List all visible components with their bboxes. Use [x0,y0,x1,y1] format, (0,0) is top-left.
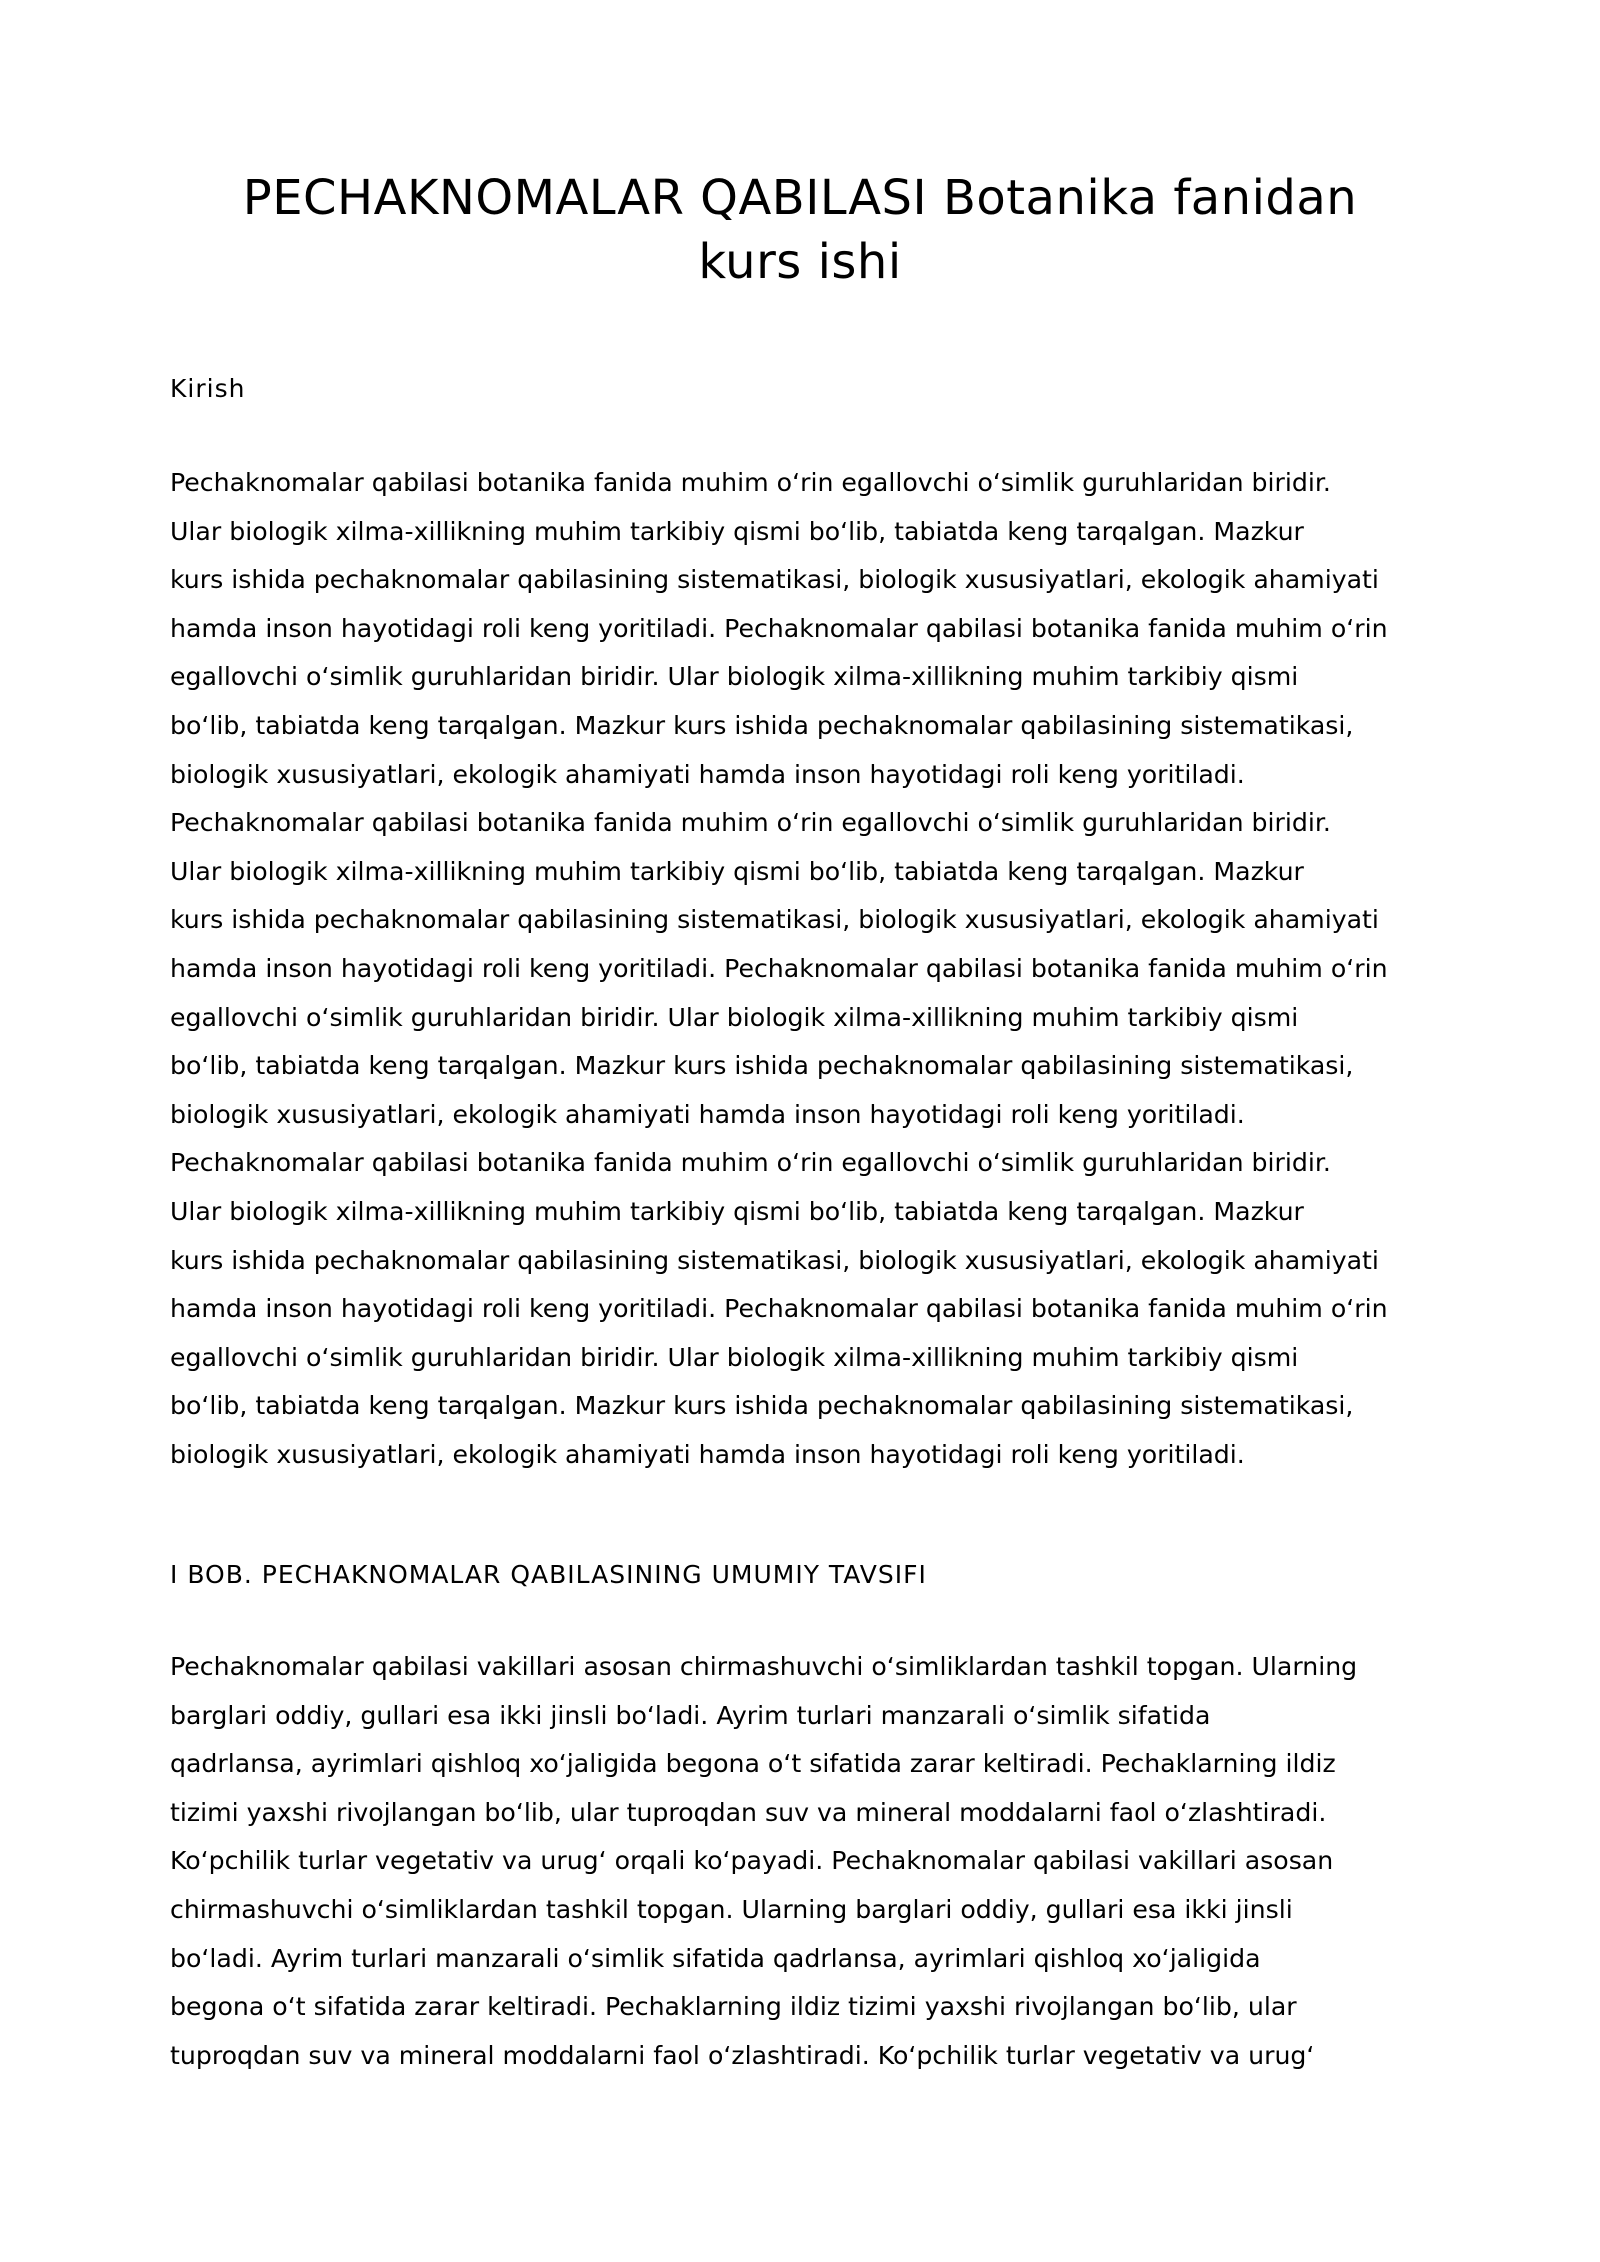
text-line: biologik xususiyatlari, ekologik ahamiyati hamda inson hayotidagi roli keng yoritiladi. [170,1439,1245,1469]
text-line: tuproqdan suv va mineral moddalarni faol o‘zlashtiradi. Ko‘pchilik turlar vegetativ va urug‘ [170,2040,1315,2070]
text-line: chirmashuvchi o‘simliklardan tashkil topgan. Ularning barglari oddiy, gullari esa ikki jinsli [170,1894,1293,1924]
title-line-1: PECHAKNOMALAR QABILASI Botanika fanidan [242,170,1358,226]
title-line-2: kurs ishi [698,234,902,290]
text-line: qadrlansa, ayrimlari qishloq xo‘jaligida begona o‘t sifatida zarar keltiradi. Pechaklarning ildiz [170,1749,1336,1779]
text-line: egallovchi o‘simlik guruhlaridan biridir. Ular biologik xilma-xillikning muhim tarkibiy qismi [170,1002,1299,1032]
text-line: kurs ishida pechaknomalar qabilasining sistematikasi, biologik xususiyatlari, ekologik ahamiyati [170,905,1379,935]
text-line: bo‘lib, tabiatda keng tarqalgan. Mazkur kurs ishida pechaknomalar qabilasining sistematikasi, [170,1391,1354,1421]
text-line: kurs ishida pechaknomalar qabilasining sistematikasi, biologik xususiyatlari, ekologik ahamiyati [170,1245,1379,1275]
text-line: biologik xususiyatlari, ekologik ahamiyati hamda inson hayotidagi roli keng yoritiladi. [170,759,1245,789]
text-line: egallovchi o‘simlik guruhlaridan biridir. Ular biologik xilma-xillikning muhim tarkibiy qismi [170,662,1299,692]
text-line: Pechaknomalar qabilasi vakillari asosan chirmashuvchi o‘simliklardan tashkil topgan. Ularning [170,1652,1358,1681]
text-line: Ular biologik xilma-xillikning muhim tarkibiy qismi bo‘lib, tabiatda keng tarqalgan. Mazkur [170,1196,1304,1226]
section-heading-chapter-1: I BOB. PECHAKNOMALAR QABILASINING UMUMIY TAVSIFI [170,1560,927,1589]
text-line: Ular biologik xilma-xillikning muhim tarkibiy qismi bo‘lib, tabiatda keng tarqalgan. Mazkur [170,516,1304,546]
section-heading-intro: Kirish [170,374,246,403]
text-line: hamda inson hayotidagi roli keng yoritiladi. Pechaknomalar qabilasi botanika fanida muhim o‘rin [170,613,1388,643]
text-line: hamda inson hayotidagi roli keng yoritiladi. Pechaknomalar qabilasi botanika fanida muhim o‘rin [170,953,1388,983]
text-line: bo‘lib, tabiatda keng tarqalgan. Mazkur kurs ishida pechaknomalar qabilasining sistematikasi, [170,1051,1354,1081]
document-title [170,166,1430,294]
text-line: begona o‘t sifatida zarar keltiradi. Pechaklarning ildiz tizimi yaxshi rivojlangan bo‘lib, ular [170,1992,1297,2022]
intro-paragraph [170,459,1470,1479]
text-line: hamda inson hayotidagi roli keng yoritiladi. Pechaknomalar qabilasi botanika fanida muhim o‘rin [170,1294,1388,1324]
text-line: egallovchi o‘simlik guruhlaridan biridir. Ular biologik xilma-xillikning muhim tarkibiy qismi [170,1342,1299,1372]
text-line: biologik xususiyatlari, ekologik ahamiyati hamda inson hayotidagi roli keng yoritiladi. [170,1099,1245,1129]
text-line: Ko‘pchilik turlar vegetativ va urug‘ orqali ko‘payadi. Pechaknomalar qabilasi vakillari asosan [170,1846,1334,1876]
text-line: Pechaknomalar qabilasi botanika fanida muhim o‘rin egallovchi o‘simlik guruhlaridan biridir. [170,468,1331,497]
chapter-1-paragraph [170,1643,1470,2080]
text-line: Pechaknomalar qabilasi botanika fanida muhim o‘rin egallovchi o‘simlik guruhlaridan biridir. [170,808,1331,838]
text-line: bo‘ladi. Ayrim turlari manzarali o‘simlik sifatida qadrlansa, ayrimlari qishloq xo‘jaligida [170,1943,1261,1973]
text-line: Pechaknomalar qabilasi botanika fanida muhim o‘rin egallovchi o‘simlik guruhlaridan biridir. [170,1148,1331,1178]
text-line: bo‘lib, tabiatda keng tarqalgan. Mazkur kurs ishida pechaknomalar qabilasining sistematikasi, [170,710,1354,740]
text-line: Ular biologik xilma-xillikning muhim tarkibiy qismi bo‘lib, tabiatda keng tarqalgan. Mazkur [170,856,1304,886]
text-line: kurs ishida pechaknomalar qabilasining sistematikasi, biologik xususiyatlari, ekologik ahamiyati [170,565,1379,595]
text-line: barglari oddiy, gullari esa ikki jinsli bo‘ladi. Ayrim turlari manzarali o‘simlik sifatida [170,1700,1211,1730]
text-line: tizimi yaxshi rivojlangan bo‘lib, ular tuproqdan suv va mineral moddalarni faol o‘zlashtiradi. [170,1797,1327,1827]
